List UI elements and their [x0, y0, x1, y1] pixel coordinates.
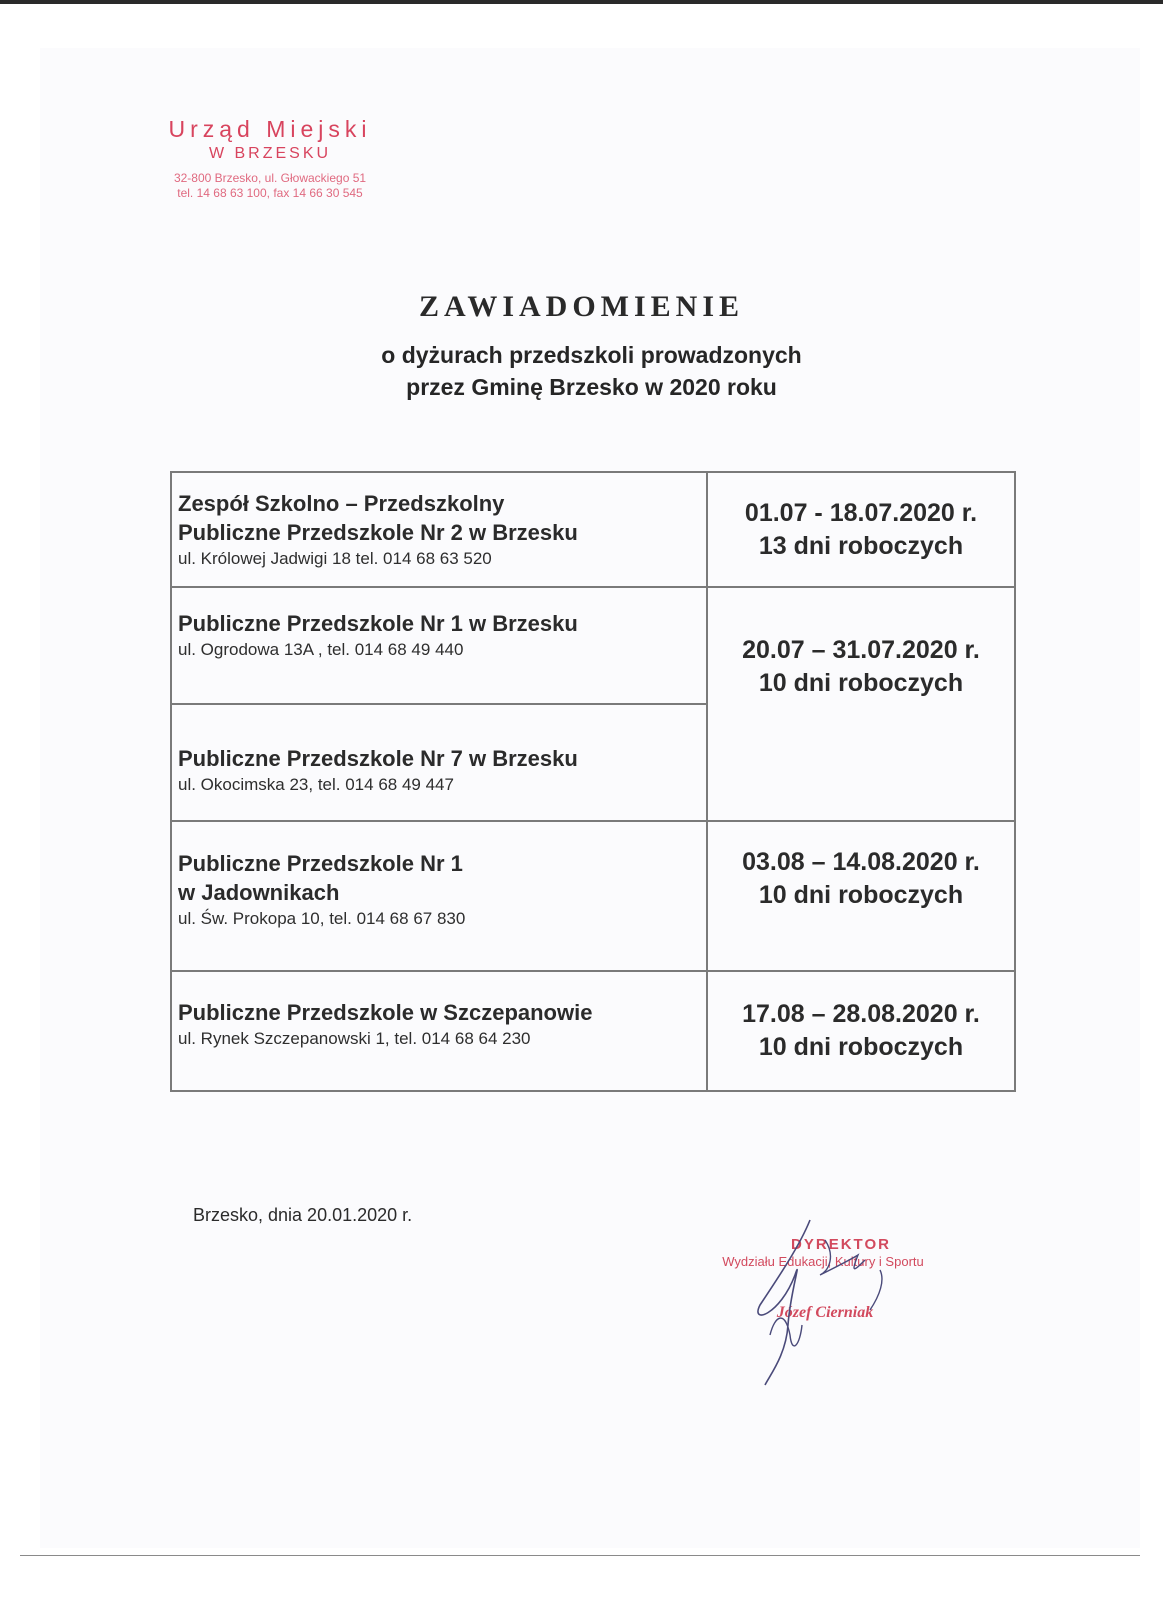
institution-address: ul. Rynek Szczepanowski 1, tel. 014 68 64 230 — [178, 1028, 531, 1048]
signature-stroke — [870, 1270, 882, 1310]
document-title: ZAWIADOMIENIE — [418, 290, 745, 323]
duty-period: 17.08 – 28.08.2020 r. — [742, 1000, 980, 1028]
institution-address: ul. Królowej Jadwigi 18 tel. 014 68 63 520 — [178, 548, 492, 568]
period-cell — [707, 472, 1015, 587]
table-row — [171, 472, 1015, 587]
document-subtitle-line2: przez Gminę Brzesko w 2020 roku — [406, 374, 777, 400]
working-days: 13 dni roboczych — [758, 531, 964, 560]
signature-stroke — [758, 1220, 810, 1385]
institution-cell — [171, 704, 707, 821]
institution-name: Publiczne Przedszkole Nr 1 w Brzesku — [178, 611, 578, 636]
institution-name: Publiczne Przedszkole w Szczepanowie — [178, 999, 593, 1025]
office-name: Urząd Miejski — [168, 116, 372, 142]
signatory-title: DYREKTOR — [791, 1236, 891, 1253]
institution-cell — [171, 971, 707, 1091]
signatory-department: Wydziału Edukacji, Kultury i Sportu — [722, 1254, 924, 1269]
signatory-name: Józef Cierniak — [776, 1304, 874, 1321]
scan-top-edge — [0, 0, 1163, 4]
duty-period: 20.07 – 31.07.2020 r. — [742, 636, 980, 664]
place-and-date: Brzesko, dnia 20.01.2020 r. — [193, 1205, 413, 1225]
institution-cell — [171, 472, 707, 587]
institution-address: ul. Okocimska 23, tel. 014 68 49 447 — [178, 775, 454, 794]
letterhead-stamp — [120, 116, 420, 201]
institution-address: ul. Św. Prokopa 10, tel. 014 68 67 830 — [178, 909, 466, 928]
table-row — [171, 587, 1015, 704]
office-address: 32-800 Brzesko, ul. Głowackiego 51 — [173, 171, 367, 185]
period-cell — [707, 971, 1015, 1091]
signature-stroke — [820, 1240, 865, 1275]
institution-name: Zespół Szkolno – Przedszkolny — [178, 490, 505, 516]
institution-name: Publiczne Przedszkole Nr 1 — [178, 851, 463, 876]
duty-period: 03.08 – 14.08.2020 r. — [742, 848, 980, 876]
working-days: 10 dni roboczych — [758, 881, 964, 909]
scan-bottom-edge — [20, 1555, 1140, 1556]
duty-schedule-table — [170, 471, 1016, 1092]
period-cell — [707, 587, 1015, 821]
institution-name: Publiczne Przedszkole Nr 7 w Brzesku — [178, 746, 578, 771]
office-city: W BRZESKU — [208, 145, 332, 162]
working-days: 10 dni roboczych — [758, 669, 964, 697]
working-days: 10 dni roboczych — [758, 1033, 964, 1061]
duty-period: 01.07 - 18.07.2020 r. — [744, 498, 978, 527]
institution-name: w Jadownikach — [178, 880, 340, 905]
document-subtitle-line1: o dyżurach przedszkoli prowadzonych — [381, 342, 802, 368]
period-cell — [707, 821, 1015, 971]
handwritten-signature — [740, 1215, 920, 1415]
table-row — [171, 821, 1015, 971]
institution-cell — [171, 587, 707, 704]
table-row — [171, 971, 1015, 1091]
office-contact: tel. 14 68 63 100, fax 14 66 30 545 — [177, 186, 363, 200]
institution-name: Publiczne Przedszkole Nr 2 w Brzesku — [178, 519, 578, 545]
institution-cell — [171, 821, 707, 971]
institution-address: ul. Ogrodowa 13A , tel. 014 68 49 440 — [178, 640, 464, 659]
